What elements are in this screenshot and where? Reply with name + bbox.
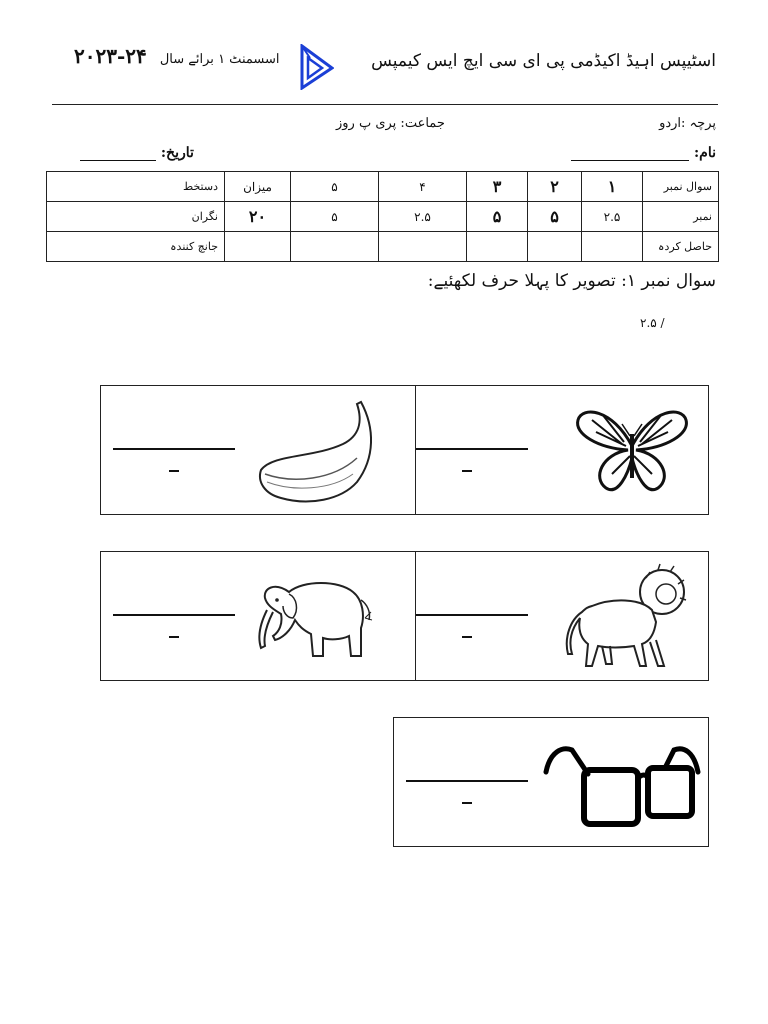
- table-cell: ۵: [467, 202, 528, 232]
- answer-line[interactable]: [113, 614, 235, 616]
- academic-year: ۲۰۲۳-۲۴: [74, 44, 147, 68]
- table-cell: ۲۰: [225, 202, 291, 232]
- table-cell: میزان: [225, 172, 291, 202]
- table-cell[interactable]: [291, 232, 379, 262]
- picture-box-lion: [393, 551, 709, 681]
- table-cell: ۴: [379, 172, 467, 202]
- table-cell: ۲.۵: [379, 202, 467, 232]
- butterfly-icon: [572, 398, 692, 502]
- row-header: سوال نمبر: [643, 172, 719, 202]
- row-header: نمبر: [643, 202, 719, 232]
- table-cell[interactable]: [528, 232, 582, 262]
- answer-blank: [462, 636, 472, 638]
- table-cell: ۳: [467, 172, 528, 202]
- picture-box-glasses: [393, 717, 709, 847]
- banana-icon: [253, 398, 377, 506]
- assessment-label: اسسمنٹ ۱ برائے سال: [159, 52, 280, 67]
- answer-blank: [169, 470, 179, 472]
- question-text: سوال نمبر ۱: تصویر کا پہلا حرف لکھئیے:: [427, 271, 716, 291]
- table-cell: ۵: [528, 202, 582, 232]
- assessment-header: [74, 44, 279, 68]
- table-cell[interactable]: [467, 232, 528, 262]
- subject-label: پرچہ :اردو: [659, 116, 716, 131]
- table-cell: ۲.۵: [582, 202, 643, 232]
- table-cell: ۱: [582, 172, 643, 202]
- answer-line[interactable]: [406, 780, 528, 782]
- header-divider: [52, 104, 718, 105]
- answer-line[interactable]: [406, 614, 528, 616]
- school-name: اسٹیپس اہیڈ اکیڈمی پی ای سی ایچ ایس کیمپس: [371, 51, 716, 71]
- picture-box-butterfly: [393, 385, 709, 515]
- picture-box-banana: [100, 385, 416, 515]
- answer-line[interactable]: [406, 448, 528, 450]
- answer-blank: [169, 636, 179, 638]
- class-label: جماعت: پری پ روز: [336, 116, 445, 131]
- elephant-icon: [253, 572, 373, 664]
- table-cell: دستخط: [47, 172, 225, 202]
- name-label: نام:: [694, 145, 716, 161]
- date-field[interactable]: [80, 145, 194, 161]
- table-cell[interactable]: [379, 232, 467, 262]
- table-cell: نگران: [47, 202, 225, 232]
- table-cell[interactable]: [225, 232, 291, 262]
- row-header: حاصل کردہ: [643, 232, 719, 262]
- table-cell[interactable]: [582, 232, 643, 262]
- answer-blank: [462, 802, 472, 804]
- name-blank[interactable]: [571, 160, 689, 161]
- picture-box-elephant: [100, 551, 416, 681]
- school-logo-icon: [298, 44, 334, 90]
- table-cell: ۲: [528, 172, 582, 202]
- table-cell: جانچ کنندہ: [47, 232, 225, 262]
- table-cell: ۵: [291, 172, 379, 202]
- table-row: [47, 172, 719, 202]
- lion-icon: [562, 562, 692, 674]
- question-score: / ۲.۵: [640, 316, 665, 330]
- marks-table: [46, 171, 719, 262]
- answer-line[interactable]: [113, 448, 235, 450]
- table-row: [47, 232, 719, 262]
- table-row: [47, 202, 719, 232]
- date-label: تاریخ:: [160, 145, 194, 161]
- name-field[interactable]: [571, 145, 716, 161]
- table-cell: ۵: [291, 202, 379, 232]
- date-blank[interactable]: [80, 160, 156, 161]
- glasses-icon: [542, 738, 702, 834]
- answer-blank: [462, 470, 472, 472]
